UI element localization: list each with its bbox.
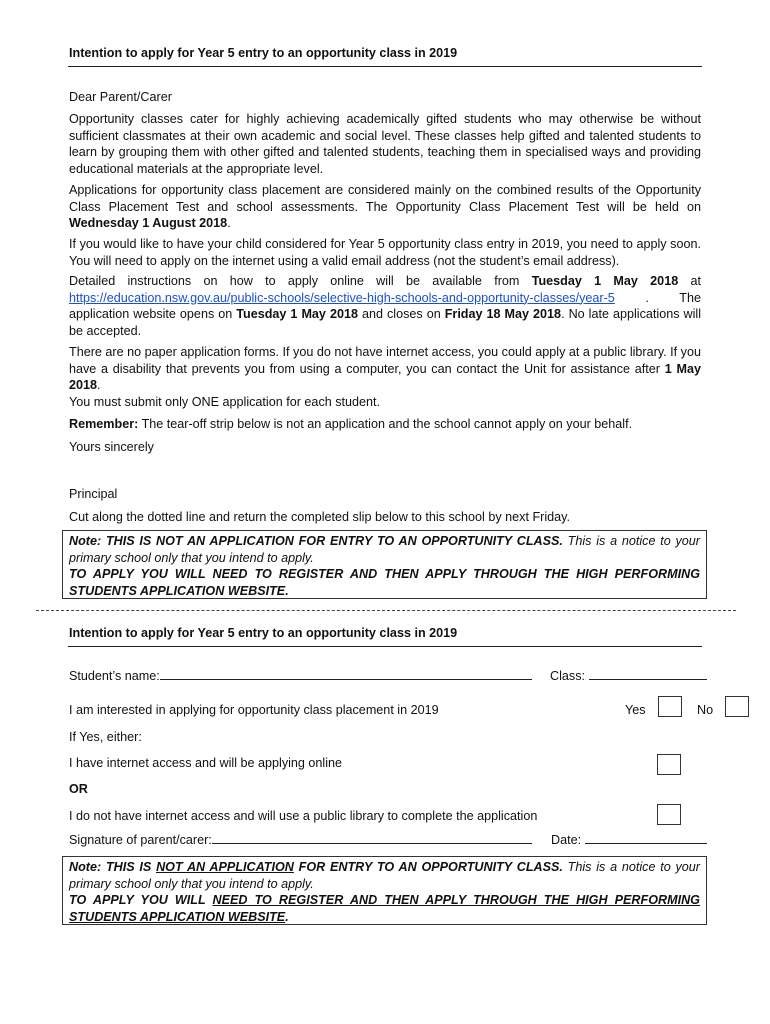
salutation: Dear Parent/Carer: [69, 90, 172, 104]
if-yes-label: If Yes, either:: [69, 730, 142, 744]
cut-instruction: Cut along the dotted line and return the completed slip below to this school by next Friday.: [69, 510, 571, 524]
library-checkbox[interactable]: [657, 804, 681, 825]
paragraph-placement-test: Applications for opportunity class placement are considered mainly on the combined results of the Opportunity Class Placement Test and school assessments. The Opportunity Class Placement Test will be held on Wednesday 1 August 2018.: [69, 183, 701, 230]
student-name-field[interactable]: Student’s name:: [69, 668, 532, 685]
or-label: OR: [69, 782, 88, 796]
paragraph-paper-forms: There are no paper application forms. If you do not have internet access, you could apply at a public library. If you have a disability that prevents you from using a computer, you can contact the Unit for assistance after 1 May 2018. You must submit only ONE application for each student.: [69, 345, 701, 409]
slip-title: Intention to apply for Year 5 entry to an opportunity class in 2019: [69, 626, 458, 640]
closing: Yours sincerely: [69, 440, 154, 454]
yes-label: Yes: [625, 703, 646, 717]
date-field[interactable]: Date:: [551, 832, 707, 849]
test-date: Wednesday 1 August 2018: [69, 216, 228, 230]
note-box-top: Note: THIS IS NOT AN APPLICATION FOR ENTRY TO AN OPPORTUNITY CLASS. This is a notice to your primary school only that you intend to apply. TO APPLY YOU WILL NEED TO REGISTER AND THEN APPLY THROUGH THE HIGH PERFORMING STUDENTS APPLICATION WEBSITE.: [62, 530, 707, 599]
cut-line: [36, 610, 736, 611]
page-title: Intention to apply for Year 5 entry to an opportunity class in 2019: [69, 46, 458, 60]
one-application-note: You must submit only ONE application for each student.: [69, 394, 381, 409]
class-field[interactable]: Class:: [550, 668, 707, 685]
paragraph-about-classes: Opportunity classes cater for highly achieving academically gifted students who may otherwise be without sufficient classmates at their own academic and social level. These classes help gifted and talented students to learn by grouping them with other gifted and talented students, teaching them in specialised ways and providing educational materials at the appropriate level.: [69, 112, 701, 176]
online-checkbox[interactable]: [657, 754, 681, 775]
title-rule: [68, 66, 702, 67]
option-online-label: I have internet access and will be applying online: [69, 756, 343, 770]
application-info-link[interactable]: https://education.nsw.gov.au/public-schools/selective-high-schools-and-opportunity-classes/year-5: [69, 290, 615, 305]
signoff-principal: Principal: [69, 487, 118, 501]
option-library-label: I do not have internet access and will use a public library to complete the application: [69, 809, 538, 823]
signature-field[interactable]: Signature of parent/carer:: [69, 832, 532, 849]
no-label: No: [697, 703, 714, 717]
interest-question: I am interested in applying for opportunity class placement in 2019: [69, 703, 439, 717]
note-box-bottom: Note: THIS IS NOT AN APPLICATION FOR ENTRY TO AN OPPORTUNITY CLASS. This is a notice to your primary school only that you intend to apply. TO APPLY YOU WILL NEED TO REGISTER AND THEN APPLY THROUGH THE HIGH PERFORMING STUDENTS APPLICATION WEBSITE.: [62, 856, 707, 925]
remember-note: Remember: The tear-off strip below is not an application and the school cannot apply on your behalf.: [69, 417, 633, 431]
paragraph-instructions: Detailed instructions on how to apply online will be available from Tuesday 1 May 2018 at https://education.nsw.gov.au/public-schools/selective-high-schools-and-opportunity-classes/year-5 . The application website opens on Tuesday 1 May 2018 and closes on Friday 18 May 2018. No late applications will be accepted.: [69, 274, 701, 338]
paragraph-how-to-apply: If you would like to have your child considered for Year 5 opportunity class entry in 2019, you need to apply soon. You will need to apply on the internet using a valid email address (not the student’s email address).: [69, 237, 701, 268]
yes-checkbox[interactable]: [658, 696, 682, 717]
slip-title-rule: [68, 646, 702, 647]
no-checkbox[interactable]: [725, 696, 749, 717]
